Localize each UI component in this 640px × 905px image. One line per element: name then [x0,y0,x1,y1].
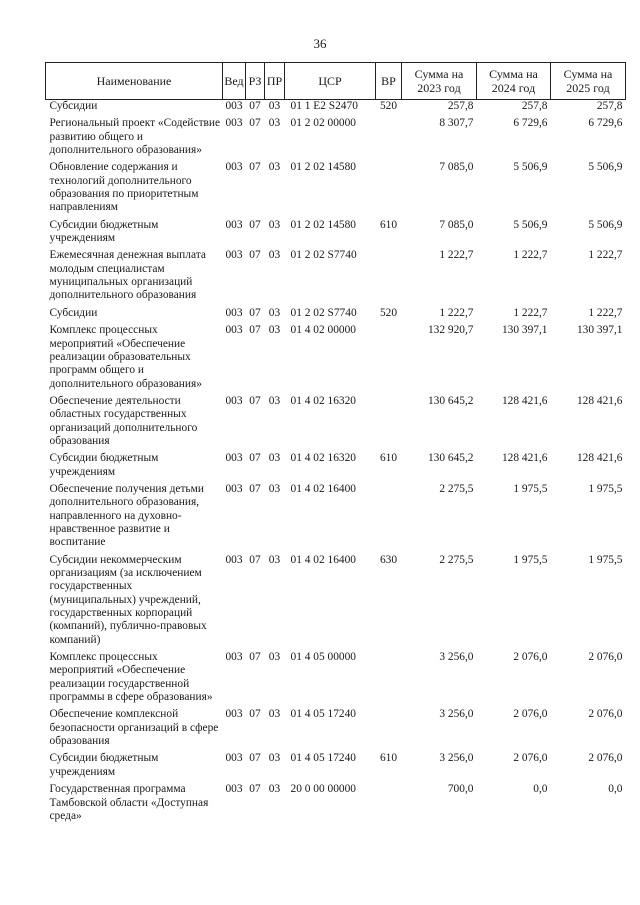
table-row [46,249,626,306]
cell-vr [376,395,402,452]
cell-sum-2025: 1 975,5 [588,553,623,566]
cell-vr: 610 [379,218,398,231]
cell-sum-2025: 1 222,7 [588,306,623,319]
table-row [46,324,626,395]
cell-name: Комплекс процессных мероприятий «Обеспечение реализации государственной программы в сфере образования» [49,651,213,704]
cell-sum-2024: 1 975,5 [513,553,548,566]
cell-vr [376,117,402,161]
cell-csr: 01 4 02 00000 [290,324,356,337]
cell-pr: 03 [268,708,281,721]
cell-csr: 01 4 05 17240 [290,708,356,721]
cell-sum-2024: 0,0 [533,783,548,796]
cell-rz: 07 [249,306,261,319]
cell-ved: 003 [225,783,243,796]
cell-name: Субсидии бюджетным учреждениям [49,218,159,245]
cell-pr: 03 [268,306,281,319]
cell-rz: 07 [249,783,261,796]
cell-sum-2025: 2 076,0 [588,651,623,664]
cell-vr: 520 [379,306,398,319]
table-row [46,554,626,651]
table-row [46,395,626,452]
cell-sum-2024: 257,8 [521,100,548,112]
column-header-vr: ВР [376,63,402,100]
column-header-name: Наименование [46,63,223,100]
cell-sum-2023: 1 222,7 [439,249,474,262]
cell-name: Субсидии бюджетным учреждениям [49,452,159,478]
table-row [46,307,626,324]
cell-pr: 03 [268,553,281,566]
cell-name: Обновление содержания и технологий дополнительного образования по приоритетным направлениям [49,161,199,214]
cell-pr: 03 [268,452,281,465]
cell-rz: 07 [249,651,261,664]
cell-pr: 03 [268,161,281,174]
cell-name: Субсидии [49,100,98,112]
cell-ved: 003 [225,161,243,174]
cell-rz: 07 [249,752,261,765]
cell-ved: 003 [225,117,243,130]
cell-sum-2023: 7 085,0 [439,161,474,174]
cell-sum-2024: 6 729,6 [513,117,548,130]
cell-vr [376,708,402,752]
column-header-sum-2025: Сумма на 2025 год [551,63,626,100]
cell-name: Субсидии [49,306,98,319]
cell-csr: 01 4 05 17240 [290,752,356,765]
cell-name: Комплекс процессных мероприятий «Обеспечение реализации образовательных программ общего и дополнительного образования» [49,324,202,390]
cell-name: Ежемесячная денежная выплата молодым специалистам муниципальных организаций дополнительного образования [49,249,206,302]
cell-rz: 07 [249,708,261,721]
cell-pr: 03 [268,394,281,407]
column-header-sum-2024: Сумма на 2024 год [477,63,551,100]
cell-sum-2023: 132 920,7 [427,324,474,337]
page-number: 36 [313,36,327,51]
cell-csr: 01 2 02 14580 [290,218,356,231]
cell-sum-2025: 128 421,6 [576,452,623,465]
cell-sum-2024: 5 506,9 [513,161,548,174]
cell-sum-2023: 130 645,2 [427,394,474,407]
cell-sum-2024: 1 222,7 [513,306,548,319]
cell-pr: 03 [268,752,281,765]
table-row [46,708,626,752]
cell-sum-2024: 1 222,7 [513,249,548,262]
cell-csr: 01 2 02 S7740 [290,306,357,319]
cell-vr [376,249,402,306]
cell-rz: 07 [249,452,261,465]
cell-csr: 01 4 02 16320 [290,452,356,465]
cell-sum-2024: 2 076,0 [513,708,548,721]
cell-csr: 01 2 02 14580 [290,161,356,174]
column-header-ved: Вед [223,63,246,100]
cell-name: Региональный проект «Содействие развитию общего и дополнительного образования» [49,117,221,157]
cell-name: Обеспечение комплексной безопасности организаций в сфере образования [49,708,219,748]
cell-pr: 03 [268,482,281,495]
budget-table [45,62,626,827]
cell-ved: 003 [225,306,243,319]
cell-ved: 003 [225,708,243,721]
cell-sum-2024: 5 506,9 [513,218,548,231]
cell-csr: 01 4 02 16400 [290,553,356,566]
cell-sum-2023: 3 256,0 [439,752,474,765]
cell-vr: 610 [379,452,398,465]
cell-sum-2025: 130 397,1 [576,324,623,337]
cell-ved: 003 [225,218,243,231]
cell-csr: 01 2 02 S7740 [290,249,357,262]
table-row [46,483,626,554]
cell-vr [376,783,402,827]
cell-name: Обеспечение получения детьми дополнительного образования, направленного на духовно-нравственное развитие и воспитание [49,482,204,549]
cell-sum-2023: 8 307,7 [439,117,474,130]
cell-ved: 003 [225,553,243,566]
cell-sum-2025: 1 222,7 [588,249,623,262]
table-row [46,117,626,161]
cell-rz: 07 [249,161,261,174]
cell-sum-2024: 130 397,1 [501,324,548,337]
cell-vr [376,324,402,395]
cell-sum-2025: 1 975,5 [588,482,623,495]
cell-sum-2023: 257,8 [447,100,474,112]
cell-name: Государственная программа Тамбовской области «Доступная среда» [49,783,209,822]
cell-sum-2024: 128 421,6 [501,452,548,465]
cell-sum-2025: 6 729,6 [588,117,623,130]
cell-sum-2023: 3 256,0 [439,708,474,721]
cell-sum-2025: 2 076,0 [588,708,623,721]
cell-csr: 01 2 02 00000 [290,117,356,130]
table-row [46,219,626,250]
cell-sum-2025: 5 506,9 [588,161,623,174]
cell-sum-2023: 1 222,7 [439,306,474,319]
cell-ved: 003 [225,482,243,495]
cell-rz: 07 [249,249,261,262]
column-header-csr: ЦСР [285,63,376,100]
table-row [46,100,626,118]
cell-sum-2023: 2 275,5 [439,482,474,495]
cell-sum-2024: 2 076,0 [513,651,548,664]
table-row [46,752,626,783]
cell-vr: 520 [379,100,398,112]
cell-rz: 07 [249,100,261,112]
cell-vr: 630 [379,553,398,566]
cell-ved: 003 [225,651,243,664]
cell-sum-2025: 257,8 [596,100,623,112]
cell-ved: 003 [225,324,243,337]
column-header-rz: РЗ [246,63,265,100]
cell-name: Субсидии некоммерческим организациям (за исключением государственных (муниципальных) учреждений, государственных корпораций (компаний), публично-правовых компаний) [49,553,207,646]
cell-sum-2025: 0,0 [608,783,623,796]
cell-rz: 07 [249,394,261,407]
cell-rz: 07 [249,553,261,566]
cell-rz: 07 [249,218,261,231]
cell-csr: 01 4 02 16400 [290,482,356,495]
cell-sum-2023: 7 085,0 [439,218,474,231]
cell-sum-2024: 2 076,0 [513,752,548,765]
cell-vr [376,161,402,218]
table-row [46,161,626,218]
cell-csr: 01 1 Е2 S2470 [290,100,358,112]
cell-name: Обеспечение деятельности областных государственных организаций дополнительного образования [49,394,198,447]
table-row [46,452,626,483]
cell-rz: 07 [249,482,261,495]
cell-sum-2023: 2 275,5 [439,553,474,566]
cell-name: Субсидии бюджетным учреждениям [49,752,159,778]
cell-pr: 03 [268,218,281,231]
cell-vr [376,651,402,708]
cell-pr: 03 [268,651,281,664]
cell-rz: 07 [249,324,261,337]
cell-csr: 01 4 05 00000 [290,651,356,664]
cell-ved: 003 [225,100,243,112]
cell-sum-2025: 128 421,6 [576,394,623,407]
cell-pr: 03 [268,117,281,130]
cell-sum-2025: 2 076,0 [588,752,623,765]
cell-sum-2023: 700,0 [447,783,474,796]
table-header [46,63,626,100]
cell-csr: 20 0 00 00000 [290,783,356,796]
cell-ved: 003 [225,394,243,407]
cell-vr: 610 [379,752,398,765]
cell-pr: 03 [268,324,281,337]
table-body [46,100,626,828]
cell-ved: 003 [225,249,243,262]
column-header-pr: ПР [265,63,285,100]
cell-ved: 003 [225,452,243,465]
cell-sum-2023: 130 645,2 [427,452,474,465]
cell-csr: 01 4 02 16320 [290,394,356,407]
cell-rz: 07 [249,117,261,130]
cell-sum-2024: 1 975,5 [513,482,548,495]
cell-pr: 03 [268,783,281,796]
cell-sum-2025: 5 506,9 [588,218,623,231]
cell-ved: 003 [225,752,243,765]
cell-vr [376,483,402,554]
cell-pr: 03 [268,100,281,112]
cell-sum-2023: 3 256,0 [439,651,474,664]
column-header-sum-2023: Сумма на 2023 год [402,63,477,100]
table-row [46,783,626,827]
cell-sum-2024: 128 421,6 [501,394,548,407]
cell-pr: 03 [268,249,281,262]
table-row [46,651,626,708]
